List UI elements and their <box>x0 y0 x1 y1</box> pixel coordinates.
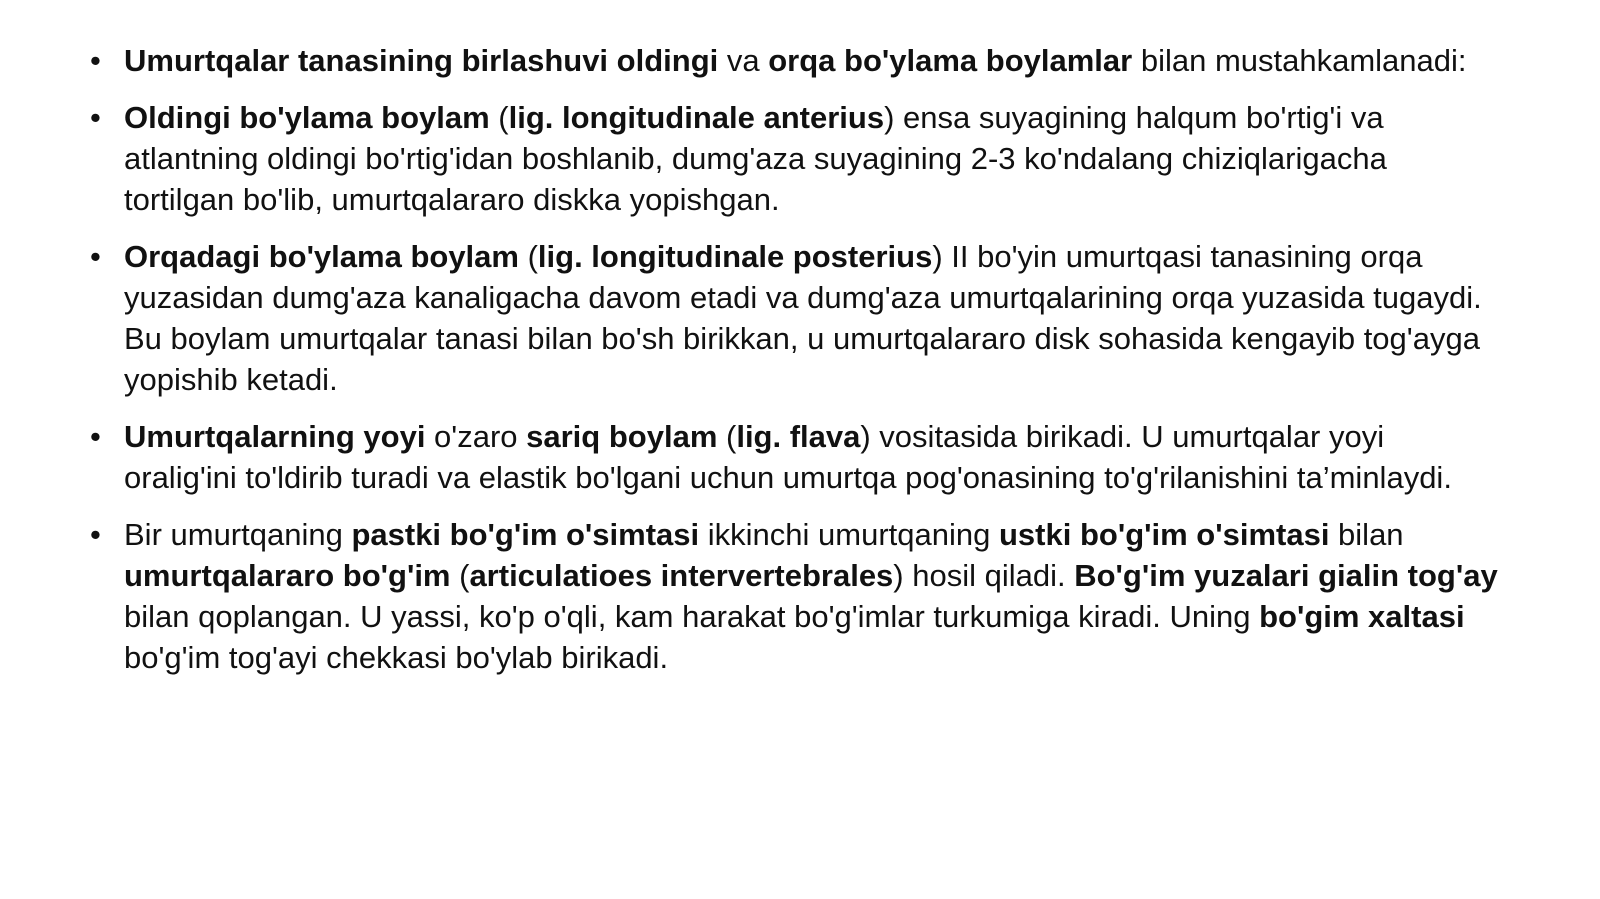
bold-text: lig. longitudinale posterius <box>537 239 933 274</box>
bold-text: Umurtqalar tanasining birlashuvi oldingi <box>124 43 719 78</box>
bullet-item <box>90 236 1500 400</box>
text-segment: ) II bo'yin umurtqasi tanasining orqa yuzasidan dumg'aza kanaligacha davom etadi va dumg'aza umurtqalarining orqa yuzasida tugaydi. Bu boylam umurtqalar tanasi bilan bo'sh birikkan, u umurtqalararo disk sohasida kengayib tog'ayga yopishib ketadi. <box>124 239 1482 397</box>
text-segment: ( <box>717 419 737 454</box>
bold-text: lig. longitudinale anterius <box>508 100 885 135</box>
text-segment: ) vositasida birikadi. U umurtqalar yoyi oralig'ini to'ldirib turadi va elastik bo'lgani uchun umurtqa pog'onasining to'g'rilanishini ta’minlaydi. <box>124 419 1452 495</box>
bullet-list <box>90 40 1500 694</box>
text-segment: o'zaro <box>425 419 527 454</box>
bullet-item <box>90 97 1500 220</box>
bold-text: articulatioes intervertebrales <box>469 558 894 593</box>
text-segment: ( <box>450 558 470 593</box>
bold-text: pastki bo'g'im o'simtasi <box>351 517 700 552</box>
bullet-item <box>90 514 1500 678</box>
text-segment: Bir umurtqaning <box>124 517 352 552</box>
text-segment: ikkinchi umurtqaning <box>699 517 999 552</box>
bullet-item <box>90 40 1500 81</box>
bold-text: Bo'g'im yuzalari gialin tog'ay <box>1074 558 1498 593</box>
text-segment: ) ensa suyagining halqum bo'rtig'i va atlantning oldingi bo'rtig'idan boshlanib, dumg'aza suyagining 2-3 ko'ndalang chiziqlarigacha tortilgan bo'lib, umurtqalararo diskka yopishgan. <box>124 100 1387 217</box>
bold-text: orqa bo'ylama boylamlar <box>768 43 1133 78</box>
bold-text: lig. flava <box>736 419 861 454</box>
text-segment: ( <box>489 100 509 135</box>
bold-text: bo'gim xaltasi <box>1259 599 1465 634</box>
bold-text: Umurtqalarning yoyi <box>124 419 426 454</box>
text-segment: va <box>718 43 769 78</box>
text-segment: bilan mustahkamlanadi: <box>1132 43 1467 78</box>
bullet-item <box>90 416 1500 498</box>
text-segment: bilan <box>1329 517 1404 552</box>
bold-text: Oldingi bo'ylama boylam <box>124 100 490 135</box>
text-segment: bilan qoplangan. U yassi, ko'p o'qli, kam harakat bo'g'imlar turkumiga kiradi. Uning <box>124 599 1260 634</box>
text-segment: ) hosil qiladi. <box>893 558 1075 593</box>
bold-text: ustki bo'g'im o'simtasi <box>998 517 1330 552</box>
text-segment: bo'g'im tog'ayi chekkasi bo'ylab birikadi. <box>124 640 669 675</box>
bold-text: sariq boylam <box>526 419 718 454</box>
bold-text: umurtqalararo bo'g'im <box>124 558 451 593</box>
text-segment: ( <box>518 239 538 274</box>
bold-text: Orqadagi bo'ylama boylam <box>124 239 519 274</box>
